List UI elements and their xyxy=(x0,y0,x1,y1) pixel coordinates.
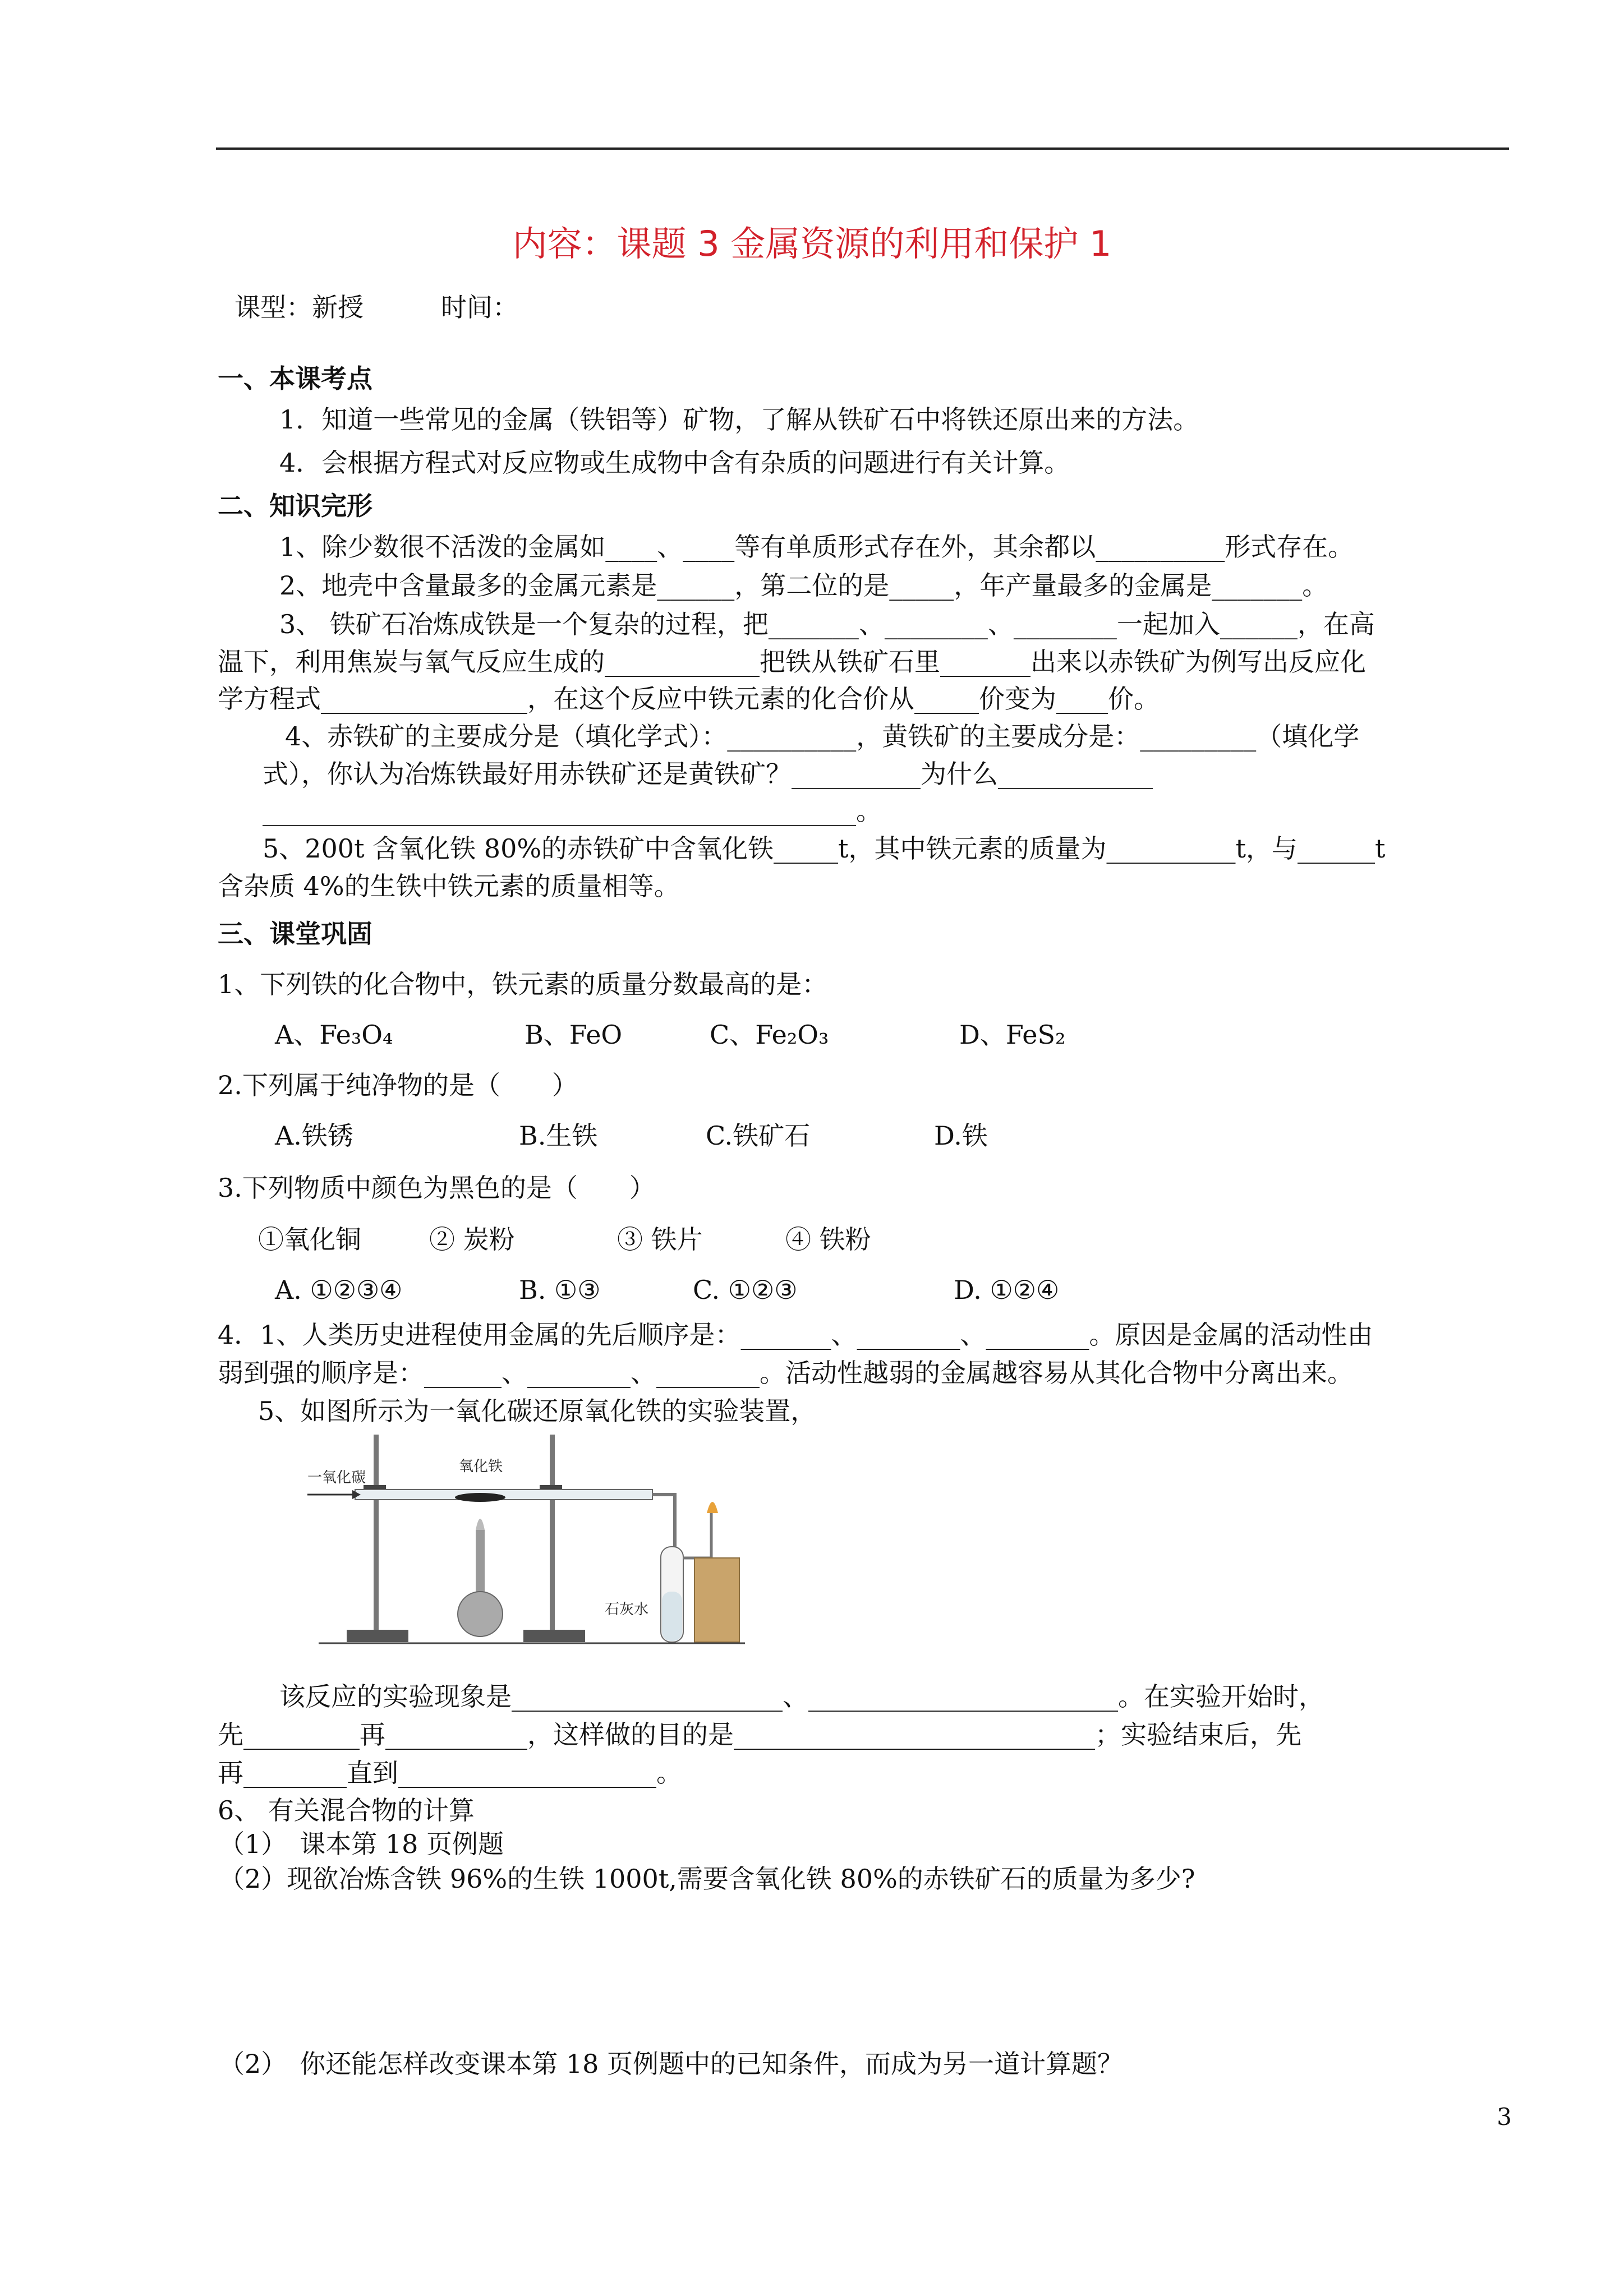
q6-stem: 6、 有关混合物的计算 xyxy=(218,1795,475,1825)
q5-line: 该反应的实验现象是_____________________、________________________。在实验开始时， xyxy=(279,1681,1324,1712)
q3-item: ③ 铁片 xyxy=(617,1224,703,1255)
section2-line: 式），你认为冶炼铁最好用赤铁矿还是黄铁矿？__________为什么____________ xyxy=(263,759,1153,789)
section2-line: ______________________________________________。 xyxy=(263,796,882,826)
section3-heading: 三、课堂巩固 xyxy=(218,919,372,949)
q1-option-b: B、FeO xyxy=(525,1020,623,1050)
q5-line: 先_________再___________，这样做的目的是____________________________；实验结束后，先 xyxy=(218,1719,1301,1750)
q6-sub2: （2）现欲冶炼含铁 96%的生铁 1000t,需要含氧化铁 80%的赤铁矿石的质量为多少? xyxy=(219,1864,1195,1894)
q4-line: 4．1、人类历史进程使用金属的先后顺序是：_______、________、________。原因是金属的活动性由 xyxy=(218,1320,1373,1350)
alcohol-lamp-flame xyxy=(707,1502,718,1513)
exhaust-tube xyxy=(683,1513,711,1558)
header-rule xyxy=(216,147,1509,150)
stand-rod-left xyxy=(374,1435,379,1631)
q3-item: ② 炭粉 xyxy=(429,1224,515,1255)
q3-option-d: D. ①②④ xyxy=(954,1275,1060,1305)
q5-stem: 5、如图所示为一氧化碳还原氧化铁的实验装置， xyxy=(258,1396,817,1426)
q3-option-a: A. ①②③④ xyxy=(275,1275,403,1305)
section2-line: 学方程式________________，在这个反应中铁元素的化合价从_____价变为____价。 xyxy=(218,684,1160,714)
q1-option-c: C、Fe₂O₃ xyxy=(710,1020,829,1050)
q5-line: 再________直到____________________。 xyxy=(218,1758,682,1788)
section1-item: 4．会根据方程式对反应物或生成物中含有杂质的问题进行有关计算。 xyxy=(279,448,1070,478)
q3-item: ①氧化铜 xyxy=(258,1224,361,1255)
stand-base-right xyxy=(523,1630,585,1642)
wooden-block xyxy=(694,1558,739,1642)
stand-rod-right xyxy=(550,1435,555,1631)
section1-item: 1．知道一些常见的金属（铁铝等）矿物，了解从铁矿石中将铁还原出来的方法。 xyxy=(279,404,1199,435)
section2-line: 温下，利用焦炭与氧气反应生成的____________把铁从铁矿石里_______出来以赤铁矿为例写出反应化 xyxy=(218,647,1366,677)
section2-line: 1、除少数很不活泼的金属如____、____等有单质形式存在外，其余都以__________形式存在。 xyxy=(279,532,1354,562)
section2-line: 2、地壳中含量最多的金属元素是______，第二位的是_____，年产量最多的金属是_______。 xyxy=(279,570,1328,601)
q2-option-c: C.铁矿石 xyxy=(706,1121,811,1151)
q3-option-c: C. ①②③ xyxy=(693,1275,798,1305)
q4-line: 弱到强的顺序是：______、________、________。活动性越弱的金属越容易从其化合物中分离出来。 xyxy=(218,1358,1353,1388)
q1-stem: 1、下列铁的化合物中，铁元素的质量分数最高的是： xyxy=(218,969,828,999)
iron-oxide-sample xyxy=(455,1493,505,1502)
label-limewater: 石灰水 xyxy=(605,1601,649,1618)
burner-base xyxy=(458,1592,503,1636)
q1-option-d: D、FeS₂ xyxy=(959,1020,1066,1050)
q2-stem: 2.下列属于纯净物的是（ ） xyxy=(218,1070,578,1100)
q2-option-a: A.铁锈 xyxy=(275,1121,353,1151)
apparatus-diagram xyxy=(307,1423,745,1659)
section2-line: 5、200t 含氧化铁 80%的赤铁矿中含氧化铁_____t，其中铁元素的质量为__________t，与______t xyxy=(263,833,1386,864)
q2-option-b: B.生铁 xyxy=(519,1121,598,1151)
q1-option-a: A、Fe₃O₄ xyxy=(275,1020,393,1050)
lesson-meta: 课型：新授 时间： xyxy=(234,292,518,322)
q3-option-b: B. ①③ xyxy=(519,1275,601,1305)
page-title: 内容：课题 3 金属资源的利用和保护 1 xyxy=(512,223,1112,264)
section2-heading: 二、知识完形 xyxy=(218,491,372,521)
stand-base-left xyxy=(347,1630,408,1642)
section1-heading: 一、本课考点 xyxy=(218,363,372,394)
apparatus-figure xyxy=(307,1423,745,1659)
q3-stem: 3.下列物质中颜色为黑色的是（ ） xyxy=(218,1173,655,1203)
burner-flame xyxy=(476,1519,485,1530)
burner-tube xyxy=(476,1530,485,1592)
section2-line: 4、赤铁矿的主要成分是（填化学式）：__________，黄铁矿的主要成分是：_________（填化学 xyxy=(285,721,1360,751)
section2-line: 含杂质 4%的生铁中铁元素的质量相等。 xyxy=(218,871,680,901)
q6-sub1: （1） 课本第 18 页例题 xyxy=(219,1829,504,1859)
q2-option-d: D.铁 xyxy=(934,1121,988,1151)
page-number: 3 xyxy=(1497,2103,1512,2131)
section2-line: 3、 铁矿石冶炼成铁是一个复杂的过程，把_______、________、________一起加入______，在高 xyxy=(279,609,1375,639)
q3-item: ④ 铁粉 xyxy=(785,1224,871,1255)
label-fe2o3: 氧化铁 xyxy=(459,1458,503,1475)
q6-sub3: （2） 你还能怎样改变课本第 18 页例题中的已知条件，而成为另一道计算题？ xyxy=(219,2049,1124,2079)
label-co: 一氧化碳 xyxy=(307,1469,366,1486)
limewater xyxy=(662,1592,682,1641)
